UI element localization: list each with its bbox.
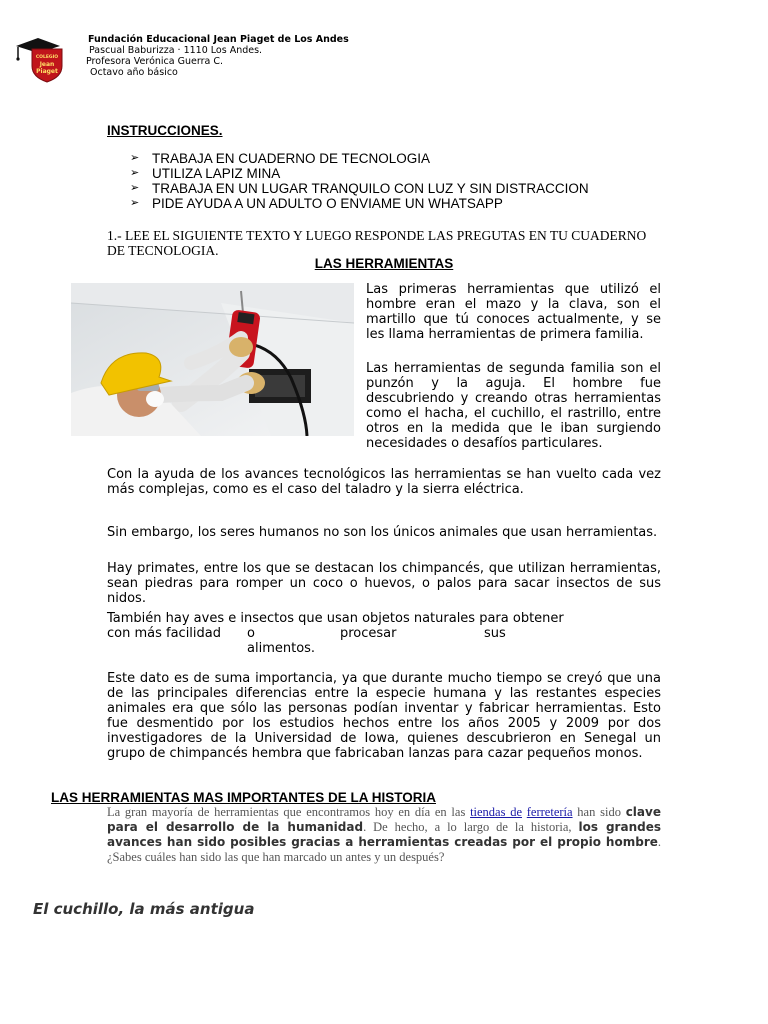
instruction-item: ➢ TRABAJA EN CUADERNO DE TECNOLOGIA (130, 151, 431, 166)
instructions-title: INSTRUCCIONES. (107, 123, 223, 138)
paragraph-primates: Hay primates, entre los que se destacan los chimpancés, que utilizan herramientas, sean piedras para romper un coco o huevos, o palos para sacar insectos de sus nidos. (107, 561, 661, 606)
history-paragraph: La gran mayoría de herramientas que encontramos hoy en día en las tiendas de ferretería han sido clave para el desarrollo de la humanidad. De hecho, a lo largo de la historia, los grandes avances han sido posibles gracias a herramientas creadas por el propio hombre. ¿Sabes cuáles han sido las que han marcado un antes y un después? (107, 805, 661, 864)
paragraph-technology: Con la ayuda de los avances tecnológicos las herramientas se han vuelto cada vez más complejas, como es el caso del taladro y la sierra eléctrica. (107, 467, 661, 497)
header-text (86, 34, 349, 78)
paragraph-second-family: Las herramientas de segunda familia son el punzón y la aguja. El hombre fue descubriendo y creando otras herramientas como el hacha, el cuchillo, el rastrillo, entre otros en la medida que le iban surgiendo necesidades o desafíos particulares. (366, 361, 661, 451)
school-logo (14, 34, 76, 84)
school-name: Fundación Educacional Jean Piaget de Los Andes (88, 34, 349, 45)
history-title: LAS HERRAMIENTAS MAS IMPORTANTES DE LA HISTORIA (51, 790, 437, 805)
arrow-bullet-icon: ➢ (130, 197, 140, 209)
paragraph-importance: Este dato es de suma importancia, ya que durante mucho tiempo se creyó que una de las principales diferencias entre la especie humana y las restantes especies animales era que sólo las personas podían inventar y fabricar herramientas. Esto fue desmentido por los estudios hechos entre los años 2005 y 2009 por dos investigadores de la Universidad de Iowa, quienes descubrieron en Senegal un grupo de chimpancés hembra que fabricaban lanzas para cazar pequeños monos. (107, 671, 661, 761)
document-header (14, 34, 434, 84)
section-title: LAS HERRAMIENTAS (314, 256, 454, 271)
instruction-item: ➢ PIDE AYUDA A UN ADULTO O ENVIAME UN WHATSAPP (130, 196, 503, 211)
paragraph-first-family: Las primeras herramientas que utilizó el hombre eran el mazo y la clava, son el martillo que tú conoces actualmente, y se les llama herramientas de primera familia. (366, 282, 661, 342)
paragraph-birds-insects: También hay aves e insectos que usan objetos naturales para obtener con más facilidad o procesar sus alimentos. (107, 611, 564, 656)
ferreteria-link[interactable]: ferretería (526, 805, 573, 819)
svg-text:Piaget: Piaget (36, 68, 58, 75)
tiendas-link[interactable]: tiendas de (470, 805, 523, 819)
teacher-name: Profesora Verónica Guerra C. (86, 56, 223, 67)
grade-label: Octavo año básico (90, 67, 178, 78)
worker-drilling-photo (71, 283, 354, 436)
knife-subheading: El cuchillo, la más antigua (33, 900, 255, 918)
svg-text:COLEGIO: COLEGIO (35, 55, 59, 60)
svg-text:Jean: Jean (39, 61, 55, 68)
instruction-item: ➢ UTILIZA LAPIZ MINA (130, 166, 281, 181)
question-prompt: 1.- LEE EL SIGUIENTE TEXTO Y LUEGO RESPONDE LAS PREGUTAS EN TU CUADERNO DE TECNOLOGIA. (107, 228, 647, 258)
instructions-list (130, 151, 589, 211)
arrow-bullet-icon: ➢ (130, 182, 140, 194)
arrow-bullet-icon: ➢ (130, 152, 140, 164)
school-address: Pascual Baburizza · 1110 Los Andes. (89, 45, 263, 56)
arrow-bullet-icon: ➢ (130, 167, 140, 179)
paragraph-other-animals: Sin embargo, los seres humanos no son los únicos animales que usan herramientas. (107, 525, 658, 540)
instruction-item: ➢ TRABAJA EN UN LUGAR TRANQUILO CON LUZ Y SIN DISTRACCION (130, 181, 589, 196)
